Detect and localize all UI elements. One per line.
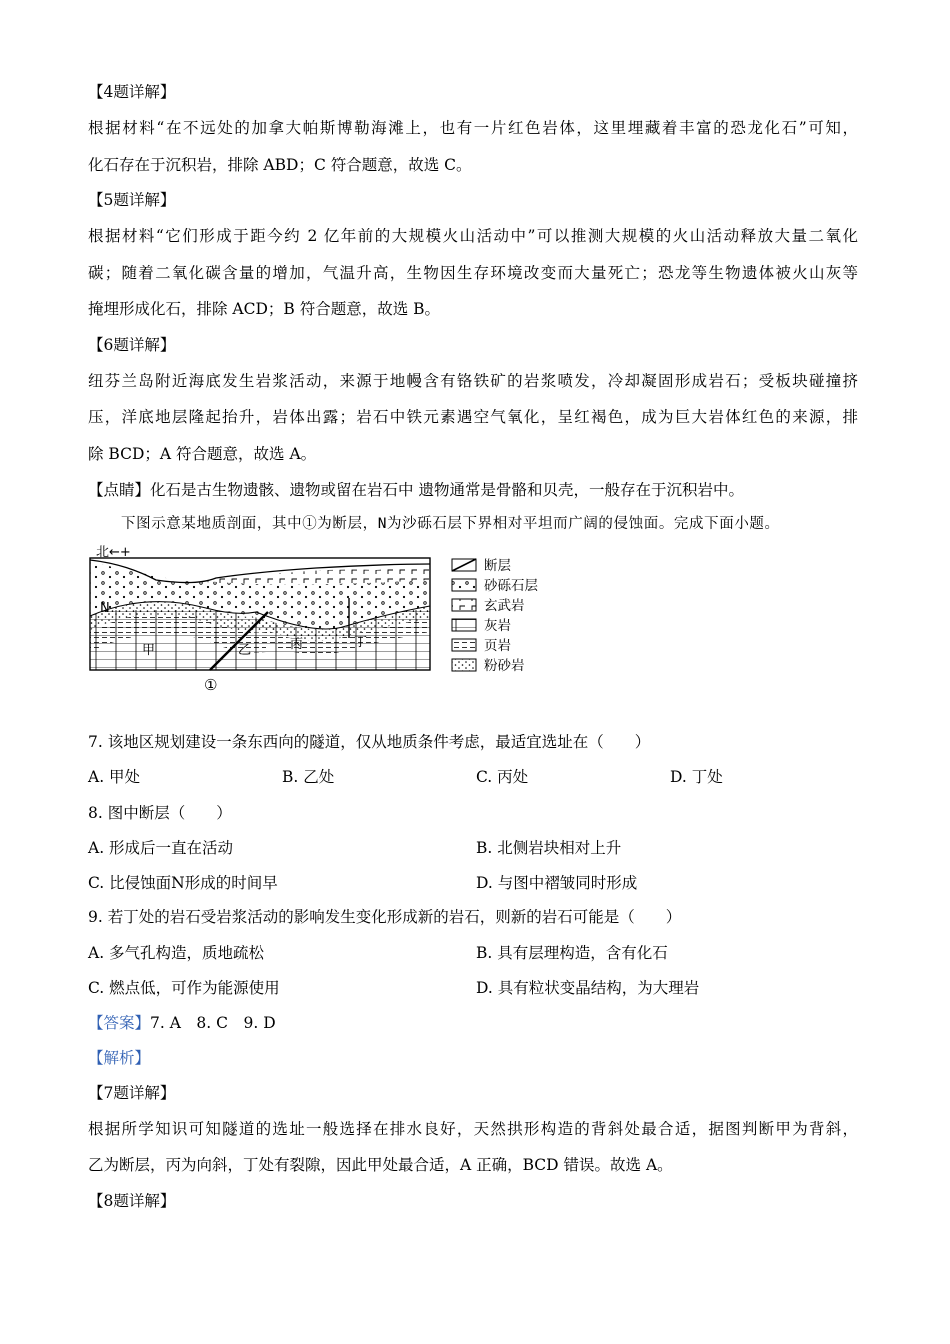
question-8-option-b: B. 北侧岩块相对上升 bbox=[476, 839, 622, 857]
question-8-option-a: A. 形成后一直在活动 bbox=[88, 839, 234, 857]
legend-swatch-limestone bbox=[452, 619, 476, 631]
legend-swatch-siltstone bbox=[452, 659, 476, 671]
question-8-stem: 8. 图中断层（ ） bbox=[88, 804, 232, 822]
question-8-option-d: D. 与图中褶皱同时形成 bbox=[476, 874, 638, 892]
label-ding: 丁 bbox=[354, 635, 368, 650]
tip-paragraph bbox=[88, 480, 744, 500]
legend-swatch-shale bbox=[452, 639, 476, 651]
label-jia: 甲 bbox=[142, 643, 156, 658]
question-9-option-d: D. 具有粒状变晶结构，为大理岩 bbox=[476, 979, 700, 997]
question-7-option-b: B. 乙处 bbox=[282, 768, 335, 786]
question-7-stem: 7. 该地区规划建设一条东西向的隧道，仅从地质条件考虑，最适宜选址在（ ） bbox=[88, 733, 651, 751]
question-7-option-c: C. 丙处 bbox=[476, 768, 529, 786]
tip-text: 化石是古生物遗骸、遗物或留在岩石中 遗物通常是骨骼和贝壳，一般存在于沉积岩中。 bbox=[150, 481, 744, 499]
heading-q8-detail: 【8题详解】 bbox=[88, 1192, 176, 1210]
question-8-option-c: C. 比侵蚀面N形成的时间早 bbox=[88, 874, 278, 892]
paragraph-line: 碳；随着二氧化碳含量的增加，气温升高，生物因生存环境改变而大量死亡；恐龙等生物遗体被火山灰等 bbox=[88, 264, 858, 282]
north-arrow: 北←+ bbox=[96, 545, 131, 560]
legend-swatch-gravel bbox=[452, 579, 476, 591]
question-9-option-a: A. 多气孔构造，质地疏松 bbox=[88, 944, 265, 962]
answer-label: 【答案】 bbox=[88, 1014, 151, 1032]
question-7-option-d: D. 丁处 bbox=[670, 768, 723, 786]
legend bbox=[452, 558, 538, 674]
figure-caption: 下图示意某地质剖面，其中①为断层，N为沙砾石层下界相对平坦而广阔的侵蚀面。完成下面小题。 bbox=[121, 516, 780, 532]
legend-basalt: 玄武岩 bbox=[484, 598, 525, 614]
question-7-option-a: A. 甲处 bbox=[88, 768, 141, 786]
legend-fault: 断层 bbox=[484, 558, 511, 574]
paragraph-line: 根据材料“在不远处的加拿大帕斯博勒海滩上，也有一片红色岩体，这里埋藏着丰富的恐龙化石”可知， bbox=[88, 119, 858, 137]
paragraph-line: 除 BCD；A 符合题意，故选 A。 bbox=[88, 445, 317, 463]
heading-q7-detail: 【7题详解】 bbox=[88, 1084, 176, 1102]
label-yi: 乙 bbox=[238, 643, 252, 658]
section-body bbox=[90, 558, 430, 670]
analysis-label: 【解析】 bbox=[88, 1049, 151, 1067]
legend-swatch-basalt bbox=[452, 599, 476, 611]
tip-label: 【点睛】 bbox=[88, 481, 151, 499]
label-bing: 丙 bbox=[290, 637, 304, 652]
answer-text: 7. A 8. C 9. D bbox=[150, 1014, 276, 1032]
question-9-option-b: B. 具有层理构造，含有化石 bbox=[476, 944, 668, 962]
heading-q6-detail: 【6题详解】 bbox=[88, 336, 176, 354]
paragraph-line: 压，洋底地层隆起抬升，岩体出露；岩石中铁元素遇空气氧化，呈红褐色，成为巨大岩体红色的来源，排 bbox=[88, 408, 858, 426]
legend-siltstone: 粉砂岩 bbox=[484, 658, 525, 674]
legend-shale: 页岩 bbox=[484, 638, 511, 654]
paragraph-line: 根据所学知识可知隧道的选址一般选择在排水良好，天然拱形构造的背斜处最合适，据图判断甲为背斜， bbox=[88, 1120, 858, 1138]
paragraph-line: 根据材料“它们形成于距今约 2 亿年前的大规模火山活动中”可以推测大规模的火山活动释放大量二氧化 bbox=[88, 227, 858, 245]
paragraph-line: 纽芬兰岛附近海底发生岩浆活动，来源于地幔含有铬铁矿的岩浆喷发，冷却凝固形成岩石；受板块碰撞挤 bbox=[88, 372, 858, 390]
paragraph-line: 乙为断层，丙为向斜，丁处有裂隙，因此甲处最合适，A 正确，BCD 错误。故选 A。 bbox=[88, 1156, 673, 1174]
heading-q5-detail: 【5题详解】 bbox=[88, 191, 176, 209]
label-erosion-surface-n: N bbox=[100, 601, 110, 616]
geologic-cross-section bbox=[86, 540, 556, 700]
legend-limestone: 灰岩 bbox=[484, 618, 511, 634]
label-fault-1: ① bbox=[204, 676, 218, 694]
legend-gravel: 砂砾石层 bbox=[484, 578, 538, 594]
question-9-option-c: C. 燃点低，可作为能源使用 bbox=[88, 979, 280, 997]
paragraph-line: 掩埋形成化石，排除 ACD；B 符合题意，故选 B。 bbox=[88, 300, 441, 318]
question-9-stem: 9. 若丁处的岩石受岩浆活动的影响发生变化形成新的岩石，则新的岩石可能是（ ） bbox=[88, 908, 682, 926]
paragraph-line: 化石存在于沉积岩，排除 ABD；C 符合题意，故选 C。 bbox=[88, 156, 472, 174]
answer-line bbox=[88, 1013, 276, 1033]
heading-q4-detail: 【4题详解】 bbox=[88, 83, 176, 101]
